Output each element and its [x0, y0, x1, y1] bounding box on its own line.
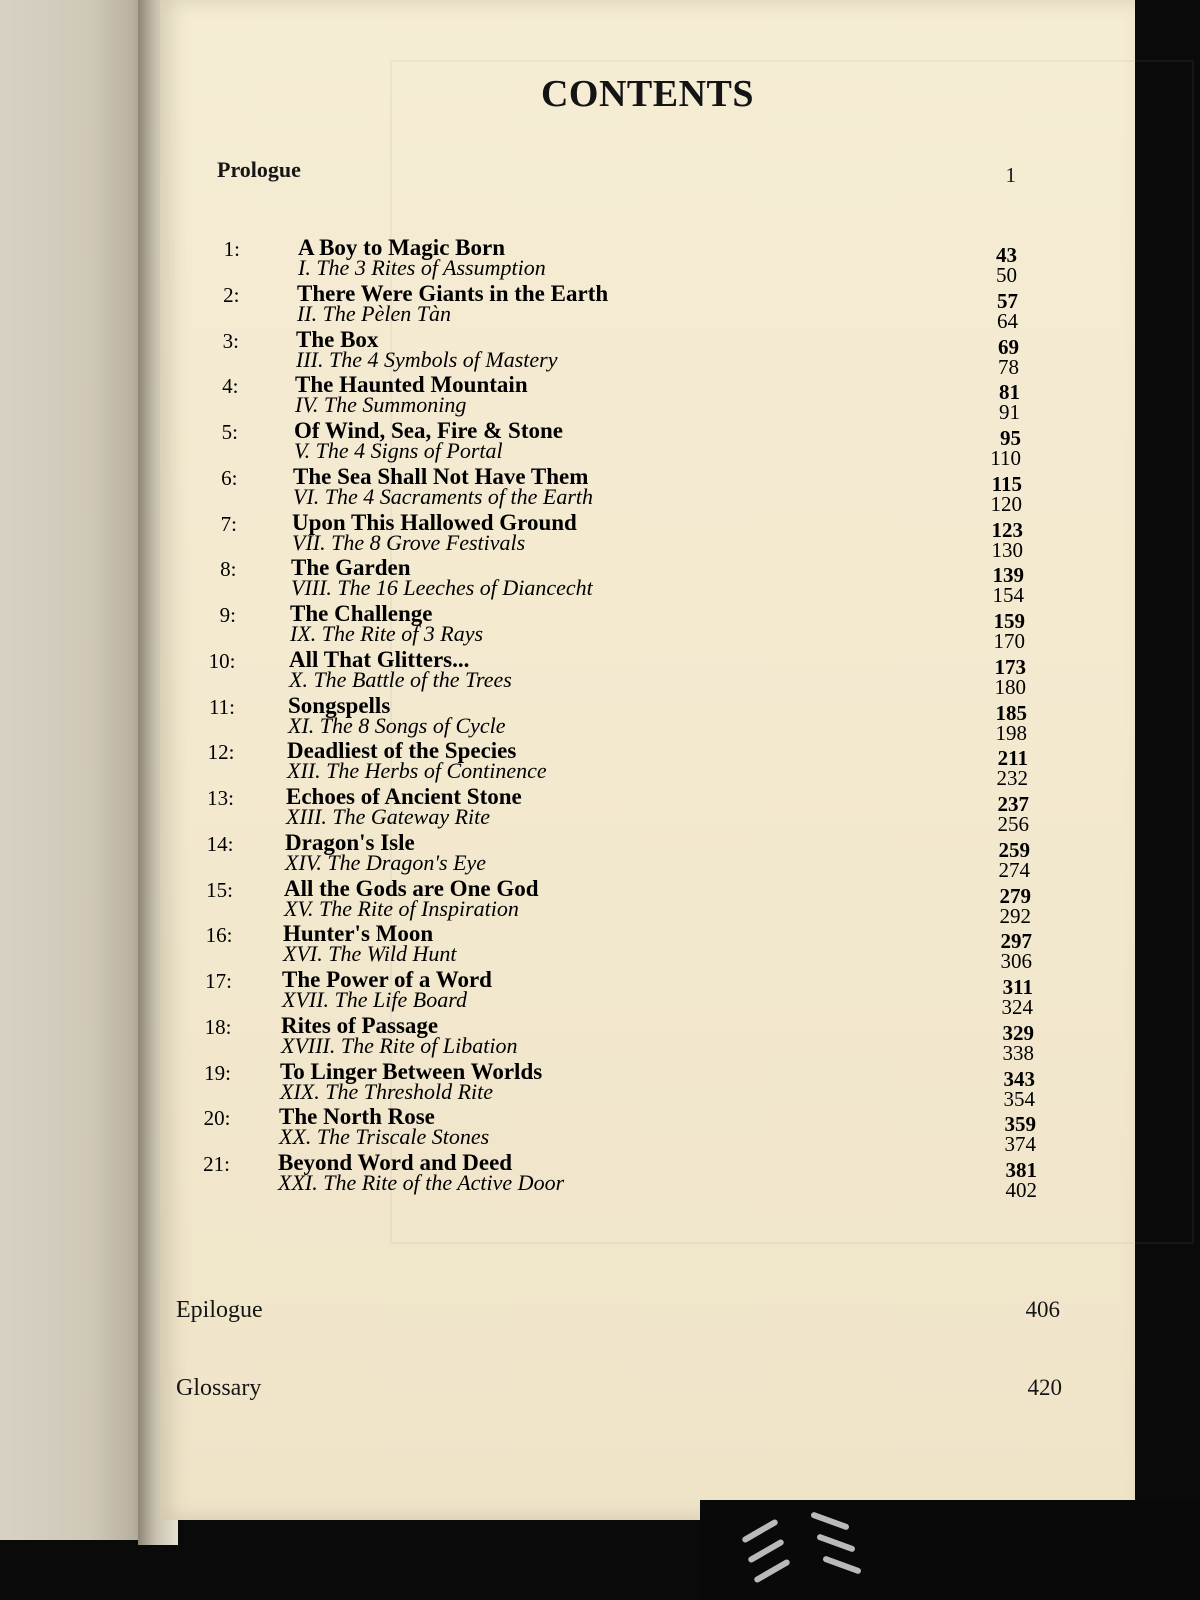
- chapter-number: 15:: [206, 877, 233, 902]
- chapter-number: 2:: [223, 282, 240, 307]
- glossary-page: 420: [1027, 1375, 1062, 1400]
- interlude-page: 198: [995, 720, 1027, 745]
- epilogue-label: Epilogue: [176, 1297, 263, 1323]
- chapter-page: 81: [999, 380, 1020, 405]
- chapter-page: 211: [997, 746, 1028, 771]
- interlude-page: 50: [996, 263, 1017, 288]
- chapter-number: 14:: [206, 831, 234, 856]
- chapter-page: 69: [998, 334, 1019, 359]
- chapter-number: 13:: [207, 786, 234, 810]
- interlude-page: 402: [1005, 1178, 1037, 1203]
- interlude-page: 64: [997, 308, 1018, 333]
- chapter-page: 311: [1002, 975, 1033, 999]
- chapter-title: A Boy to Magic Born: [298, 235, 505, 260]
- interlude-title: XVIII. The Rite of Libation: [281, 1032, 518, 1058]
- chapter-number: 1:: [223, 237, 240, 261]
- chapter-title: The Power of a Word: [282, 967, 492, 992]
- chapter-title: The Box: [296, 326, 379, 352]
- chapter-title: Echoes of Ancient Stone: [286, 784, 522, 809]
- chapter-title: The Sea Shall Not Have Them: [293, 463, 589, 489]
- chapter-number: 20:: [203, 1106, 231, 1131]
- interlude-page: 354: [1003, 1086, 1035, 1111]
- chapter-number: 12:: [207, 740, 235, 765]
- interlude-title: III. The 4 Symbols of Mastery: [296, 346, 558, 372]
- chapter-page: 139: [992, 563, 1024, 588]
- interlude-title: XVI. The Wild Hunt: [283, 941, 457, 967]
- interlude-page: 180: [994, 674, 1026, 699]
- chapter-title: The Garden: [291, 555, 411, 581]
- interlude-page: 78: [998, 354, 1019, 379]
- interlude-page: 120: [990, 491, 1022, 516]
- page-title: CONTENTS: [540, 73, 755, 115]
- chapter-page: 57: [997, 288, 1018, 313]
- interlude-page: 110: [990, 446, 1021, 471]
- chapter-title: The North Rose: [279, 1104, 435, 1130]
- interlude-title: VI. The 4 Sacraments of the Earth: [293, 483, 594, 509]
- chapter-title: Dragon's Isle: [285, 829, 415, 855]
- interlude-page: 91: [999, 400, 1020, 425]
- interlude-title: IV. The Summoning: [295, 392, 467, 418]
- interlude-page: 154: [992, 583, 1024, 608]
- chapter-number: 16:: [205, 923, 233, 948]
- chapter-page: 329: [1002, 1020, 1034, 1045]
- chapter-title: All the Gods are One God: [284, 875, 539, 901]
- dark-cloth: [700, 1500, 1200, 1600]
- chapter-page: 237: [997, 792, 1029, 816]
- chapter-number: 4:: [222, 374, 239, 399]
- chapter-page: 343: [1003, 1066, 1035, 1091]
- chapter-page: 359: [1004, 1112, 1036, 1137]
- interlude-page: 338: [1002, 1040, 1034, 1065]
- chapter-page: 297: [1000, 929, 1032, 954]
- interlude-title: X. The Battle of the Trees: [289, 666, 512, 692]
- chapter-number: 9:: [219, 603, 236, 627]
- chapter-page: 95: [1000, 426, 1021, 450]
- chapter-number: 10:: [208, 648, 236, 673]
- epilogue-page: 406: [1025, 1297, 1060, 1322]
- interlude-title: II. The Pèlen Tàn: [297, 300, 451, 326]
- interlude-title: I. The 3 Rites of Assumption: [298, 255, 546, 281]
- interlude-title: XIX. The Threshold Rite: [280, 1078, 494, 1104]
- interlude-page: 306: [1000, 949, 1032, 974]
- interlude-title: VIII. The 16 Leeches of Diancecht: [291, 575, 593, 601]
- chapter-title: Deadliest of the Species: [287, 738, 517, 764]
- chapter-title: To Linger Between Worlds: [280, 1058, 543, 1084]
- interlude-page: 232: [996, 766, 1028, 791]
- chapter-number: 5:: [221, 420, 238, 444]
- interlude-title: VII. The 8 Grove Festivals: [292, 529, 526, 555]
- chapter-number: 6:: [221, 465, 238, 490]
- chapter-page: 381: [1005, 1158, 1037, 1182]
- chapter-page: 185: [995, 700, 1027, 725]
- chapter-page: 173: [994, 654, 1026, 679]
- chapter-title: All That Glitters...: [289, 646, 470, 672]
- interlude-title: IX. The Rite of 3 Rays: [290, 621, 484, 647]
- chapter-title: Of Wind, Sea, Fire & Stone: [294, 418, 563, 443]
- chapter-number: 7:: [220, 511, 237, 536]
- chapter-page: 123: [991, 517, 1023, 542]
- chapter-title: Upon This Hallowed Ground: [292, 509, 577, 535]
- chapter-title: There Were Giants in the Earth: [297, 280, 609, 306]
- chapter-number: 21:: [203, 1152, 230, 1176]
- left-facing-page: [0, 0, 150, 1540]
- chapter-title: The Haunted Mountain: [295, 372, 528, 398]
- chapter-page: 279: [999, 883, 1031, 908]
- chapter-number: 17:: [205, 969, 232, 993]
- interlude-title: XIV. The Dragon's Eye: [285, 849, 487, 875]
- chapter-number: 11:: [208, 694, 235, 719]
- prologue-page: 1: [1005, 163, 1016, 187]
- chapter-title: The Challenge: [290, 601, 433, 626]
- interlude-page: 130: [991, 537, 1023, 562]
- chapter-number: 8:: [220, 557, 237, 582]
- chapter-title: Beyond Word and Deed: [278, 1150, 513, 1175]
- interlude-title: XXI. The Rite of the Active Door: [278, 1170, 565, 1196]
- interlude-page: 324: [1001, 995, 1033, 1020]
- interlude-page: 274: [998, 857, 1030, 882]
- chapter-number: 3:: [222, 328, 239, 353]
- interlude-title: XIII. The Gateway Rite: [286, 804, 491, 830]
- chapter-title: Hunter's Moon: [283, 921, 434, 947]
- interlude-title: XVII. The Life Board: [282, 987, 467, 1013]
- interlude-page: 374: [1004, 1132, 1036, 1157]
- prologue-label: Prologue: [217, 157, 301, 182]
- chapter-page: 259: [998, 837, 1030, 862]
- chapter-page: 43: [996, 243, 1017, 267]
- interlude-page: 292: [999, 903, 1031, 928]
- interlude-title: XX. The Triscale Stones: [279, 1124, 490, 1150]
- interlude-title: XI. The 8 Songs of Cycle: [288, 712, 506, 738]
- interlude-page: 256: [997, 812, 1029, 837]
- chapter-number: 18:: [204, 1014, 232, 1039]
- interlude-title: XII. The Herbs of Continence: [287, 758, 547, 784]
- glossary-label: Glossary: [176, 1375, 262, 1401]
- chapter-page: 159: [993, 609, 1025, 633]
- chapter-title: Songspells: [288, 692, 391, 718]
- interlude-page: 170: [993, 629, 1025, 654]
- chapter-page: 115: [991, 471, 1022, 496]
- chapter-title: Rites of Passage: [281, 1012, 439, 1038]
- chapter-number: 19:: [204, 1060, 231, 1085]
- interlude-title: XV. The Rite of Inspiration: [284, 895, 519, 921]
- interlude-title: V. The 4 Signs of Portal: [294, 438, 503, 464]
